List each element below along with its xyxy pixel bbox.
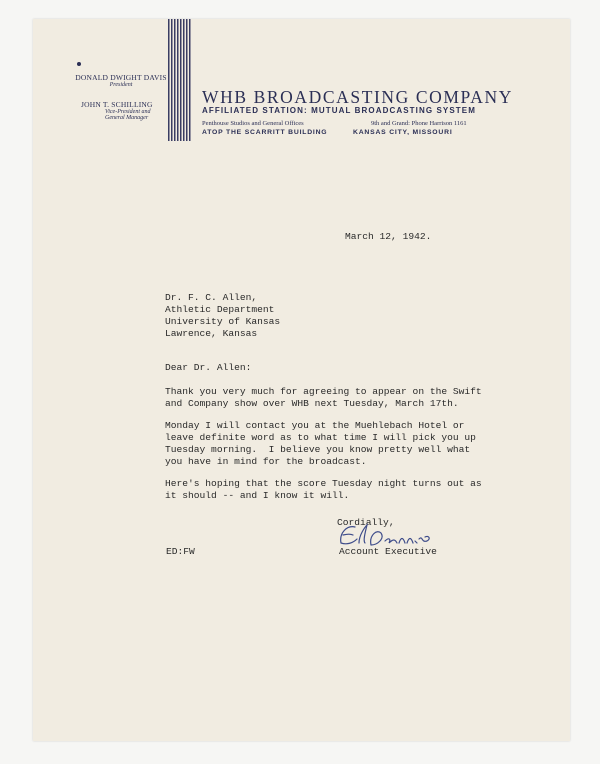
building-line: ATOP THE SCARRITT BUILDING — [202, 129, 328, 136]
letterhead-stripes — [168, 19, 191, 141]
inside-address: Dr. F. C. Allen, Athletic Department University of Kansas Lawrence, Kansas — [165, 292, 281, 339]
officer-name: DONALD DWIGHT DAVIS — [75, 73, 167, 82]
studio-note: Penthouse Studios and General Offices — [202, 120, 304, 127]
officer-title: President — [109, 81, 133, 88]
letterhead-bullet — [77, 62, 81, 66]
signer-title: Account Executive — [339, 546, 437, 557]
closing: Cordially, — [337, 517, 395, 528]
affiliation-line: AFFILIATED STATION: MUTUAL BROADCASTING SYSTEM — [202, 106, 476, 115]
officer-title: Vice-President and General Manager — [105, 108, 151, 122]
city-line: KANSAS CITY, MISSOURI — [353, 129, 453, 136]
officer-name: JOHN T. SCHILLING — [81, 100, 153, 109]
address-line: 9th and Grand: Phone Harrison 1161 — [371, 120, 467, 127]
reference-initials: ED:FW — [166, 546, 195, 557]
body-paragraph: Thank you very much for agreeing to appear on the Swift and Company show over WHB next Tuesday, March 17th. — [165, 386, 482, 409]
company-name: WHB BROADCASTING COMPANY — [202, 87, 513, 107]
salutation: Dear Dr. Allen: — [165, 362, 252, 373]
officer-president — [75, 74, 167, 88]
officer-vice-president — [75, 101, 167, 121]
letter-sheet — [33, 19, 570, 741]
letter-date: March 12, 1942. — [345, 231, 432, 242]
body-paragraph: Monday I will contact you at the Muehlebach Hotel or leave definite word as to what time I will pick you up Tuesday morning. I believe you know pretty well what you have in mind for the broadcast. — [165, 420, 476, 467]
body-paragraph: Here's hoping that the score Tuesday night turns out as it should -- and I know it will. — [165, 478, 482, 501]
